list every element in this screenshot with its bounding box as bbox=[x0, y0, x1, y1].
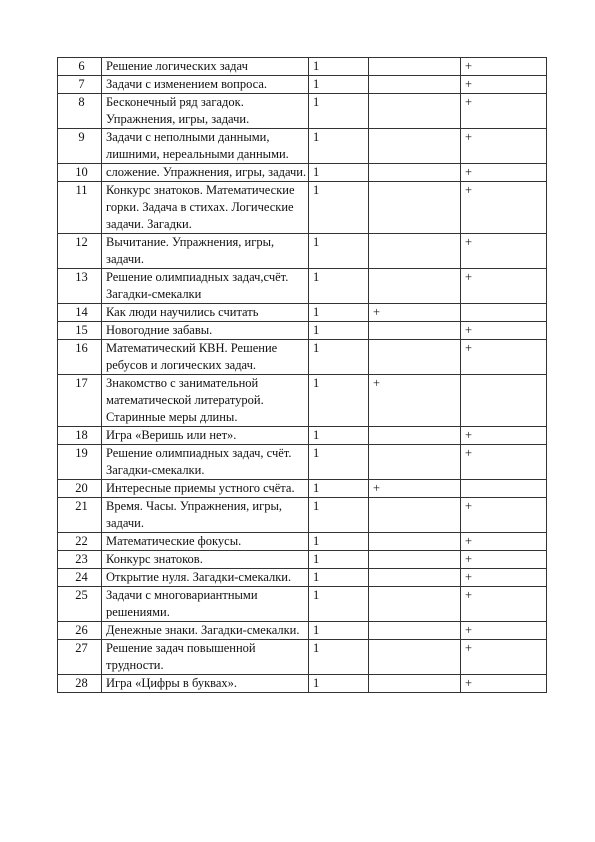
theory-mark bbox=[369, 445, 461, 480]
practice-mark bbox=[461, 375, 547, 427]
lesson-hours: 1 bbox=[309, 498, 369, 533]
lesson-hours: 1 bbox=[309, 340, 369, 375]
lesson-hours: 1 bbox=[309, 551, 369, 569]
practice-mark: + bbox=[461, 675, 547, 693]
row-number: 28 bbox=[58, 675, 102, 693]
theory-mark bbox=[369, 533, 461, 551]
practice-mark: + bbox=[461, 129, 547, 164]
practice-mark: + bbox=[461, 569, 547, 587]
practice-mark: + bbox=[461, 234, 547, 269]
table-row bbox=[58, 640, 547, 675]
lesson-topic: Новогодние забавы. bbox=[102, 322, 309, 340]
theory-mark bbox=[369, 498, 461, 533]
practice-mark: + bbox=[461, 182, 547, 234]
row-number: 9 bbox=[58, 129, 102, 164]
lesson-hours: 1 bbox=[309, 76, 369, 94]
table-row bbox=[58, 569, 547, 587]
lesson-topic: Время. Часы. Упражнения, игры, задачи. bbox=[102, 498, 309, 533]
lesson-topic: Математический КВН. Решение ребусов и логических задач. bbox=[102, 340, 309, 375]
table-row bbox=[58, 340, 547, 375]
theory-mark: + bbox=[369, 480, 461, 498]
practice-mark: + bbox=[461, 164, 547, 182]
row-number: 23 bbox=[58, 551, 102, 569]
theory-mark bbox=[369, 164, 461, 182]
lesson-hours: 1 bbox=[309, 322, 369, 340]
row-number: 11 bbox=[58, 182, 102, 234]
theory-mark bbox=[369, 587, 461, 622]
practice-mark: + bbox=[461, 427, 547, 445]
theory-mark: + bbox=[369, 375, 461, 427]
lesson-hours: 1 bbox=[309, 269, 369, 304]
theory-mark bbox=[369, 129, 461, 164]
table-row bbox=[58, 445, 547, 480]
theory-mark bbox=[369, 182, 461, 234]
lesson-topic: Задачи с неполными данными, лишними, нереальными данными. bbox=[102, 129, 309, 164]
lesson-hours: 1 bbox=[309, 427, 369, 445]
lesson-topic: Как люди научились считать bbox=[102, 304, 309, 322]
practice-mark: + bbox=[461, 94, 547, 129]
lesson-topic: Решение логических задач bbox=[102, 58, 309, 76]
theory-mark bbox=[369, 322, 461, 340]
lesson-hours: 1 bbox=[309, 569, 369, 587]
lesson-hours: 1 bbox=[309, 304, 369, 322]
lesson-hours: 1 bbox=[309, 164, 369, 182]
row-number: 18 bbox=[58, 427, 102, 445]
lesson-hours: 1 bbox=[309, 587, 369, 622]
table-row bbox=[58, 427, 547, 445]
lesson-hours: 1 bbox=[309, 129, 369, 164]
practice-mark: + bbox=[461, 533, 547, 551]
lesson-hours: 1 bbox=[309, 58, 369, 76]
practice-mark bbox=[461, 480, 547, 498]
lesson-topic: Игра «Цифры в буквах». bbox=[102, 675, 309, 693]
theory-mark bbox=[369, 569, 461, 587]
lesson-topic: Решение олимпиадных задач,счёт. Загадки-смекалки bbox=[102, 269, 309, 304]
theory-mark bbox=[369, 76, 461, 94]
row-number: 19 bbox=[58, 445, 102, 480]
table-row bbox=[58, 129, 547, 164]
lesson-hours: 1 bbox=[309, 445, 369, 480]
lesson-hours: 1 bbox=[309, 622, 369, 640]
theory-mark bbox=[369, 94, 461, 129]
lesson-topic: Бесконечный ряд загадок. Упражнения, игры, задачи. bbox=[102, 94, 309, 129]
table-row bbox=[58, 94, 547, 129]
table-row bbox=[58, 533, 547, 551]
lesson-topic: Задачи с изменением вопроса. bbox=[102, 76, 309, 94]
lesson-hours: 1 bbox=[309, 182, 369, 234]
lesson-topic: Задачи с многовариантными решениями. bbox=[102, 587, 309, 622]
table-row bbox=[58, 498, 547, 533]
row-number: 22 bbox=[58, 533, 102, 551]
lesson-hours: 1 bbox=[309, 94, 369, 129]
lesson-plan-body bbox=[58, 58, 547, 693]
lesson-hours: 1 bbox=[309, 533, 369, 551]
lesson-topic: Игра «Веришь или нет». bbox=[102, 427, 309, 445]
row-number: 24 bbox=[58, 569, 102, 587]
practice-mark: + bbox=[461, 551, 547, 569]
table-row bbox=[58, 269, 547, 304]
theory-mark bbox=[369, 269, 461, 304]
practice-mark: + bbox=[461, 76, 547, 94]
row-number: 10 bbox=[58, 164, 102, 182]
practice-mark: + bbox=[461, 498, 547, 533]
theory-mark bbox=[369, 427, 461, 445]
practice-mark: + bbox=[461, 322, 547, 340]
lesson-plan-table bbox=[57, 57, 547, 693]
theory-mark bbox=[369, 622, 461, 640]
table-row bbox=[58, 480, 547, 498]
row-number: 15 bbox=[58, 322, 102, 340]
lesson-hours: 1 bbox=[309, 375, 369, 427]
practice-mark: + bbox=[461, 269, 547, 304]
theory-mark: + bbox=[369, 304, 461, 322]
lesson-topic: Конкурс знатоков. bbox=[102, 551, 309, 569]
theory-mark bbox=[369, 58, 461, 76]
row-number: 25 bbox=[58, 587, 102, 622]
table-row bbox=[58, 622, 547, 640]
practice-mark: + bbox=[461, 587, 547, 622]
table-row bbox=[58, 304, 547, 322]
lesson-topic: Математические фокусы. bbox=[102, 533, 309, 551]
theory-mark bbox=[369, 340, 461, 375]
row-number: 13 bbox=[58, 269, 102, 304]
table-row bbox=[58, 551, 547, 569]
row-number: 17 bbox=[58, 375, 102, 427]
row-number: 8 bbox=[58, 94, 102, 129]
practice-mark: + bbox=[461, 445, 547, 480]
lesson-topic: Денежные знаки. Загадки-смекалки. bbox=[102, 622, 309, 640]
table-row bbox=[58, 322, 547, 340]
practice-mark: + bbox=[461, 340, 547, 375]
theory-mark bbox=[369, 234, 461, 269]
lesson-topic: Открытие нуля. Загадки-смекалки. bbox=[102, 569, 309, 587]
lesson-topic: Вычитание. Упражнения, игры, задачи. bbox=[102, 234, 309, 269]
table-row bbox=[58, 375, 547, 427]
table-row bbox=[58, 675, 547, 693]
table-row bbox=[58, 234, 547, 269]
row-number: 7 bbox=[58, 76, 102, 94]
row-number: 21 bbox=[58, 498, 102, 533]
lesson-hours: 1 bbox=[309, 480, 369, 498]
table-row bbox=[58, 76, 547, 94]
row-number: 14 bbox=[58, 304, 102, 322]
practice-mark: + bbox=[461, 622, 547, 640]
lesson-topic: Решение олимпиадных задач, счёт. Загадки-смекалки. bbox=[102, 445, 309, 480]
theory-mark bbox=[369, 640, 461, 675]
row-number: 12 bbox=[58, 234, 102, 269]
theory-mark bbox=[369, 675, 461, 693]
theory-mark bbox=[369, 551, 461, 569]
lesson-topic: сложение. Упражнения, игры, задачи. bbox=[102, 164, 309, 182]
row-number: 27 bbox=[58, 640, 102, 675]
row-number: 16 bbox=[58, 340, 102, 375]
lesson-hours: 1 bbox=[309, 675, 369, 693]
lesson-topic: Интересные приемы устного счёта. bbox=[102, 480, 309, 498]
table-row bbox=[58, 587, 547, 622]
table-row bbox=[58, 182, 547, 234]
lesson-topic: Решение задач повышенной трудности. bbox=[102, 640, 309, 675]
practice-mark bbox=[461, 304, 547, 322]
practice-mark: + bbox=[461, 640, 547, 675]
lesson-hours: 1 bbox=[309, 640, 369, 675]
row-number: 20 bbox=[58, 480, 102, 498]
table-row bbox=[58, 164, 547, 182]
row-number: 6 bbox=[58, 58, 102, 76]
lesson-topic: Знакомство с занимательной математической литературой. Старинные меры длины. bbox=[102, 375, 309, 427]
lesson-hours: 1 bbox=[309, 234, 369, 269]
lesson-topic: Конкурс знатоков. Математические горки. Задача в стихах. Логические задачи. Загадки. bbox=[102, 182, 309, 234]
table-row bbox=[58, 58, 547, 76]
practice-mark: + bbox=[461, 58, 547, 76]
row-number: 26 bbox=[58, 622, 102, 640]
